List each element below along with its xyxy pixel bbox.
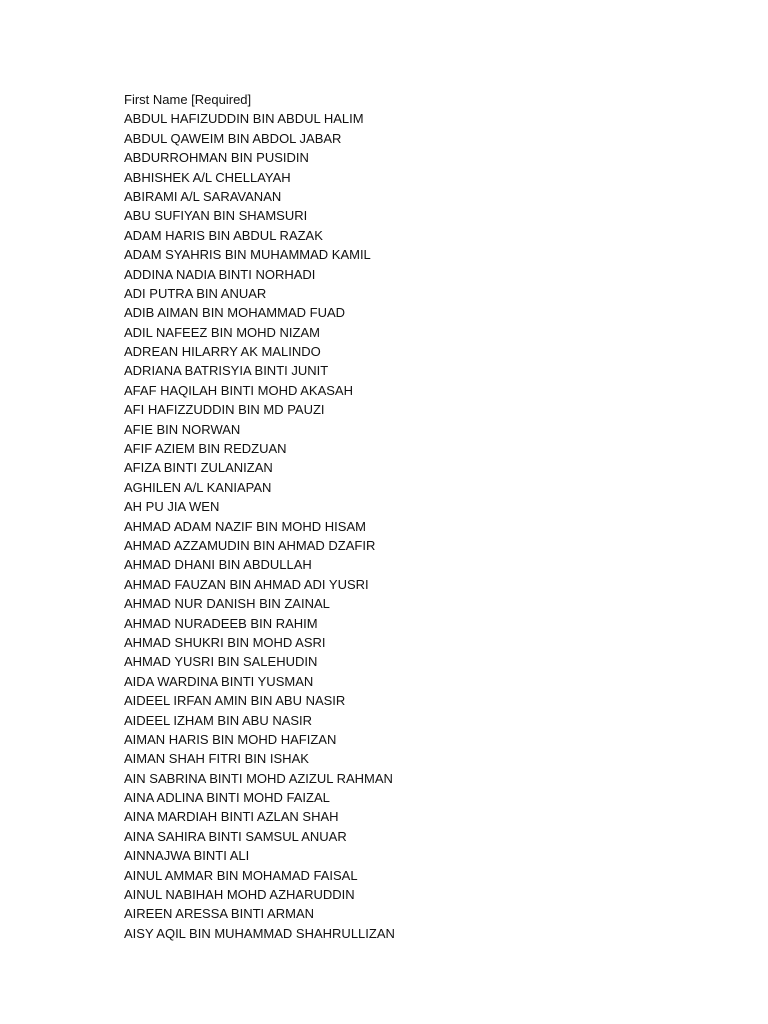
name-row: AIREEN ARESSA BINTI ARMAN [124,906,314,922]
name-row: AINUL NABIHAH MOHD AZHARUDDIN [124,887,355,903]
name-row: AIDA WARDINA BINTI YUSMAN [124,673,314,689]
name-row: ADRIANA BATRISYIA BINTI JUNIT [124,363,329,379]
name-row: AISY AQIL BIN MUHAMMAD SHAHRULLIZAN [124,925,395,941]
name-row: AINA ADLINA BINTI MOHD FAIZAL [124,790,330,806]
name-row: ADIL NAFEEZ BIN MOHD NIZAM [124,324,320,340]
name-row: ADAM HARIS BIN ABDUL RAZAK [124,227,323,243]
name-row: AIDEEL IRFAN AMIN BIN ABU NASIR [124,693,346,709]
name-row: AFIF AZIEM BIN REDZUAN [124,441,287,457]
name-row: AINA SAHIRA BINTI SAMSUL ANUAR [124,828,347,844]
name-row: ADI PUTRA BIN ANUAR [124,285,267,301]
name-column [124,90,724,943]
name-row: AGHILEN A/L KANIAPAN [124,479,272,495]
name-row: AHMAD NURADEEB BIN RAHIM [124,615,318,631]
name-row: ADAM SYAHRIS BIN MUHAMMAD KAMIL [124,247,371,263]
name-row: AHMAD YUSRI BIN SALEHUDIN [124,654,318,670]
name-row: AHMAD FAUZAN BIN AHMAD ADI YUSRI [124,576,369,592]
name-row: AHMAD ADAM NAZIF BIN MOHD HISAM [124,518,366,534]
name-row: AINA MARDIAH BINTI AZLAN SHAH [124,809,339,825]
name-row: AHMAD AZZAMUDIN BIN AHMAD DZAFIR [124,537,376,553]
name-row: AFI HAFIZZUDDIN BIN MD PAUZI [124,402,325,418]
name-row: AFIE BIN NORWAN [124,421,241,437]
name-row: AHMAD NUR DANISH BIN ZAINAL [124,596,330,612]
name-row: ABHISHEK A/L CHELLAYAH [124,169,291,185]
name-list [124,109,724,943]
name-row: AIMAN SHAH FITRI BIN ISHAK [124,751,309,767]
name-row: AHMAD DHANI BIN ABDULLAH [124,557,312,573]
name-row: ABDUL QAWEIM BIN ABDOL JABAR [124,130,342,146]
name-row: ABIRAMI A/L SARAVANAN [124,188,282,204]
name-row: ABDURROHMAN BIN PUSIDIN [124,150,309,166]
name-row: AHMAD SHUKRI BIN MOHD ASRI [124,634,326,650]
name-row: ABDUL HAFIZUDDIN BIN ABDUL HALIM [124,111,364,127]
name-row: AINNAJWA BINTI ALI [124,848,250,864]
name-row: AINUL AMMAR BIN MOHAMAD FAISAL [124,867,358,883]
name-row: ADREAN HILARRY AK MALINDO [124,344,321,360]
name-row: ABU SUFIYAN BIN SHAMSURI [124,208,308,224]
column-header: First Name [Required] [124,92,252,107]
name-row: AIN SABRINA BINTI MOHD AZIZUL RAHMAN [124,770,393,786]
name-row: AIDEEL IZHAM BIN ABU NASIR [124,712,313,728]
name-row: AFIZA BINTI ZULANIZAN [124,460,273,476]
name-row: ADDINA NADIA BINTI NORHADI [124,266,316,282]
name-row: ADIB AIMAN BIN MOHAMMAD FUAD [124,305,346,321]
name-row: AFAF HAQILAH BINTI MOHD AKASAH [124,382,353,398]
name-row: AIMAN HARIS BIN MOHD HAFIZAN [124,731,337,747]
name-row: AH PU JIA WEN [124,499,220,515]
